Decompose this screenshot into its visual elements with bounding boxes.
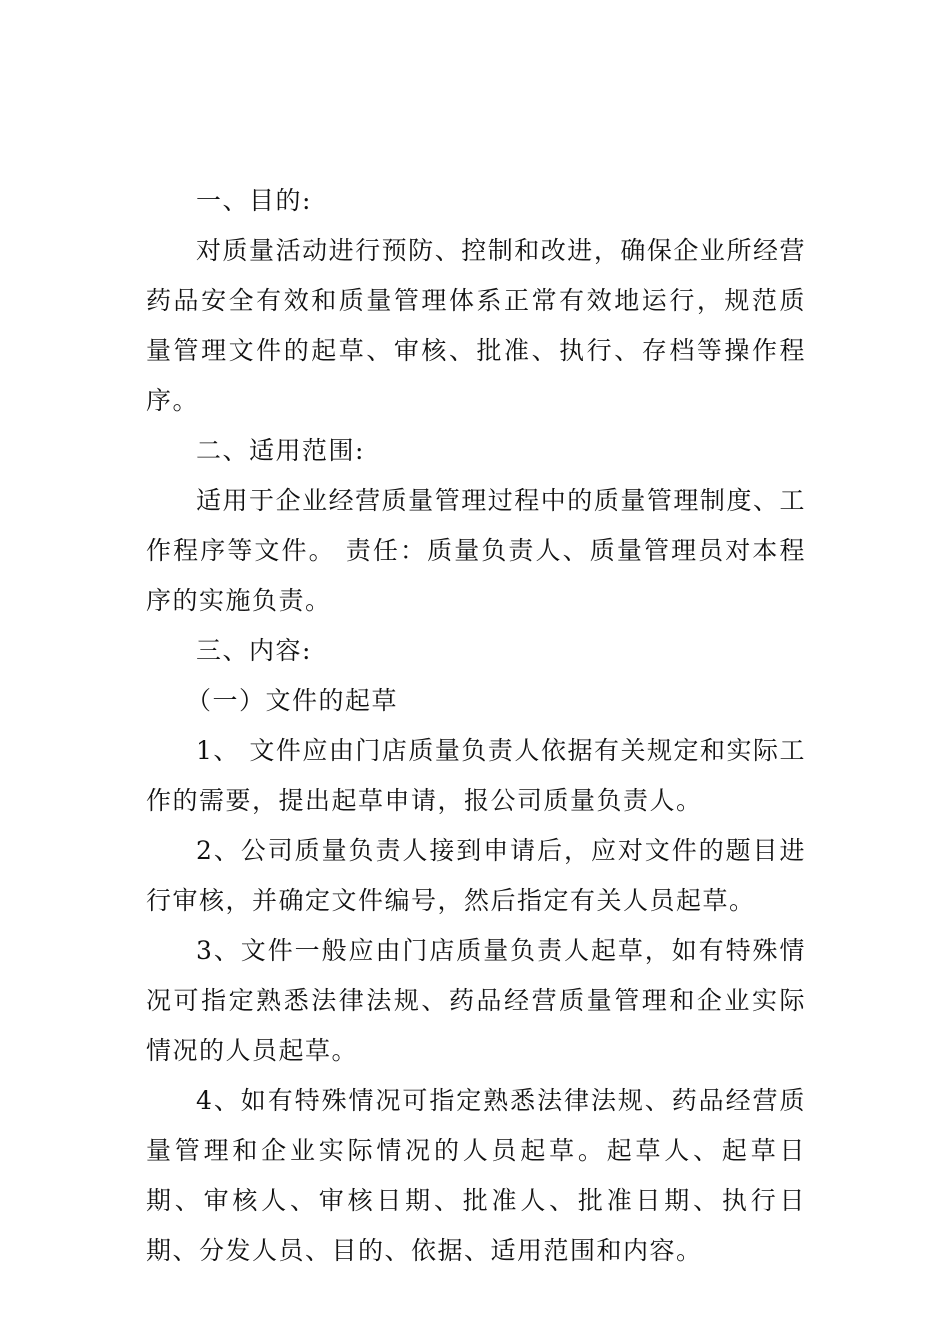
section-body-scope: 适用于企业经营质量管理过程中的质量管理制度、工作程序等文件。 责任：质量负责人、质量管理员对本程序的实施负责。 [146, 486, 806, 615]
section-body-purpose: 对质量活动进行预防、控制和改进，确保企业所经营药品安全有效和质量管理体系正常有效地运行，规范质量管理文件的起草、审核、批准、执行、存档等操作程序。 [146, 236, 806, 415]
section-heading-content: 三、内容: [196, 636, 312, 665]
section-heading-purpose: 一、目的: [196, 186, 312, 215]
list-item: 1、 文件应由门店质量负责人依据有关规定和实际工作的需要，提出起草申请，报公司质量负责人。 [146, 736, 806, 815]
section-heading-scope: 二、适用范围: [196, 436, 365, 465]
subsection-heading-drafting: （一）文件的起草 [186, 686, 399, 715]
list-item: 4、如有特殊情况可指定熟悉法律法规、药品经营质量管理和企业实际情况的人员起草。起草人、起草日期、审核人、审核日期、批准人、批准日期、执行日期、分发人员、目的、依据、适用范围和内容。 [146, 1086, 806, 1265]
list-item: 2、公司质量负责人接到申请后，应对文件的题目进行审核，并确定文件编号，然后指定有关人员起草。 [146, 836, 806, 915]
list-item: 3、文件一般应由门店质量负责人起草，如有特殊情况可指定熟悉法律法规、药品经营质量管理和企业实际情况的人员起草。 [146, 936, 806, 1065]
document-body [146, 176, 806, 1276]
